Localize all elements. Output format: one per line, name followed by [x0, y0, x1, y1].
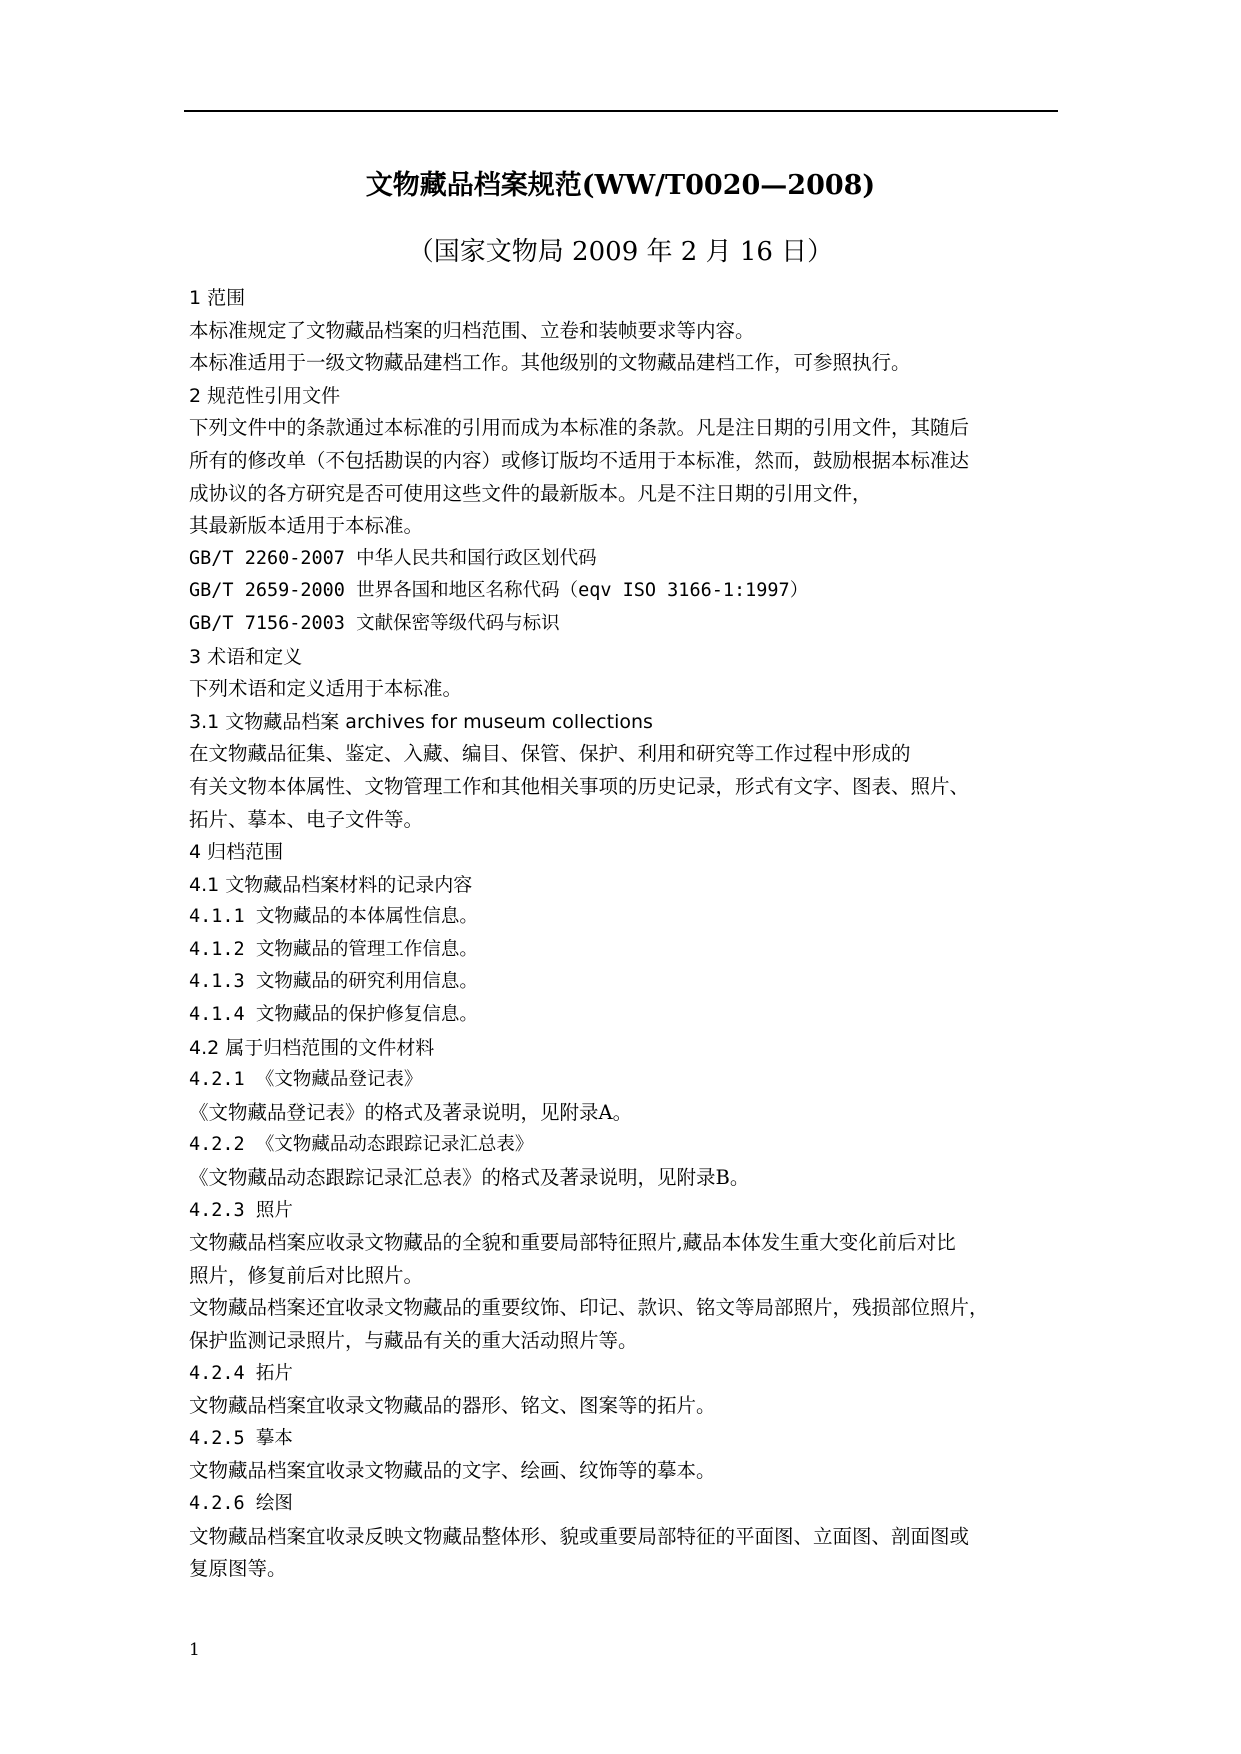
text-line: 照片，修复前后对比照片。 [189, 1263, 424, 1287]
text-line: 文物藏品档案应收录文物藏品的全貌和重要局部特征照片,藏品本体发生重大变化前后对比 [189, 1231, 956, 1255]
text-line: 保护监测记录照片，与藏品有关的重大活动照片等。 [189, 1329, 638, 1352]
text-line: 所有的修改单（不包括勘误的内容）或修订版均不适用于本标准，然而，鼓励根据本标准达 [189, 448, 970, 472]
text-line: 文物藏品档案宜收录反映文物藏品整体形、貌或重要局部特征的平面图、立面图、剖面图或 [189, 1524, 970, 1548]
text-line: 文物藏品档案宜收录文物藏品的文字、绘画、纹饰等的摹本。 [189, 1459, 716, 1483]
section-heading: 2 规范性引用文件 [189, 384, 341, 407]
text-line: GB/T 2659-2000 世界各国和地区名称代码（eqv ISO 3166-1:1997） [189, 580, 809, 602]
text-line: 4.2.1 《文物藏品登记表》 [189, 1069, 423, 1091]
text-line: 有关文物本体属性、文物管理工作和其他相关事项的历史记录，形式有文字、图表、照片、 [189, 774, 970, 798]
text-line: 成协议的各方研究是否可使用这些文件的最新版本。凡是不注日期的引用文件， [189, 481, 872, 505]
text-line: 本标准规定了文物藏品档案的归档范围、立卷和装帧要求等内容。 [189, 318, 755, 342]
text-line: 下列术语和定义适用于本标准。 [189, 677, 463, 701]
text-line: 在文物藏品征集、鉴定、入藏、编目、保管、保护、利用和研究等工作过程中形成的 [189, 742, 911, 766]
text-line: 4.1.4 文物藏品的保护修复信息。 [189, 1004, 478, 1026]
section-heading: 3 术语和定义 [189, 645, 303, 668]
text-line: 拓片、摹本、电子文件等。 [189, 807, 424, 831]
text-line: 4.2.5 摹本 [189, 1427, 293, 1449]
text-line: GB/T 7156-2003 文献保密等级代码与标识 [189, 612, 560, 634]
text-line: 文物藏品档案还宜收录文物藏品的重要纹饰、印记、款识、铭文等局部照片，残损部位照片， [189, 1296, 989, 1320]
text-line: 本标准适用于一级文物藏品建档工作。其他级别的文物藏品建档工作，可参照执行。 [189, 351, 911, 375]
text-line: 4.2.6 绘图 [189, 1492, 293, 1514]
text-line: 《文物藏品动态跟踪记录汇总表》的格式及著录说明，见附录B。 [189, 1166, 750, 1190]
text-line: 4.2.4 拓片 [189, 1362, 293, 1384]
text-line: 4.2.3 照片 [189, 1199, 293, 1221]
section-heading: 4 归档范围 [189, 841, 284, 864]
text-line: 4.1.2 文物藏品的管理工作信息。 [189, 938, 478, 960]
text-line: 其最新版本适用于本标准。 [189, 514, 424, 538]
document-body [189, 282, 1069, 1586]
page-number: 1 [189, 1640, 200, 1660]
text-line: 下列文件中的条款通过本标准的引用而成为本标准的条款。凡是注日期的引用文件，其随后 [189, 416, 970, 440]
section-heading: 3.1 文物藏品档案 archives for museum collections [189, 710, 653, 733]
text-line: 4.1.1 文物藏品的本体属性信息。 [189, 906, 478, 928]
document-title: 文物藏品档案规范(WW/T0020—2008) [365, 170, 876, 201]
text-line: 4.1.3 文物藏品的研究利用信息。 [189, 971, 478, 993]
section-heading: 4.2 属于归档范围的文件材料 [189, 1036, 435, 1059]
text-line: 复原图等。 [189, 1557, 287, 1581]
section-heading: 1 范围 [189, 287, 246, 309]
text-line: 4.2.2 《文物藏品动态跟踪记录汇总表》 [189, 1134, 534, 1156]
text-line: 文物藏品档案宜收录文物藏品的器形、铭文、图案等的拓片。 [189, 1394, 716, 1418]
text-line: GB/T 2260-2007 中华人民共和国行政区划代码 [189, 547, 597, 569]
document-subtitle: （国家文物局 2009 年 2 月 16 日） [407, 237, 834, 267]
header-rule [184, 110, 1058, 112]
text-line: 《文物藏品登记表》的格式及著录说明，见附录A。 [189, 1100, 633, 1124]
section-heading: 4.1 文物藏品档案材料的记录内容 [189, 873, 473, 896]
